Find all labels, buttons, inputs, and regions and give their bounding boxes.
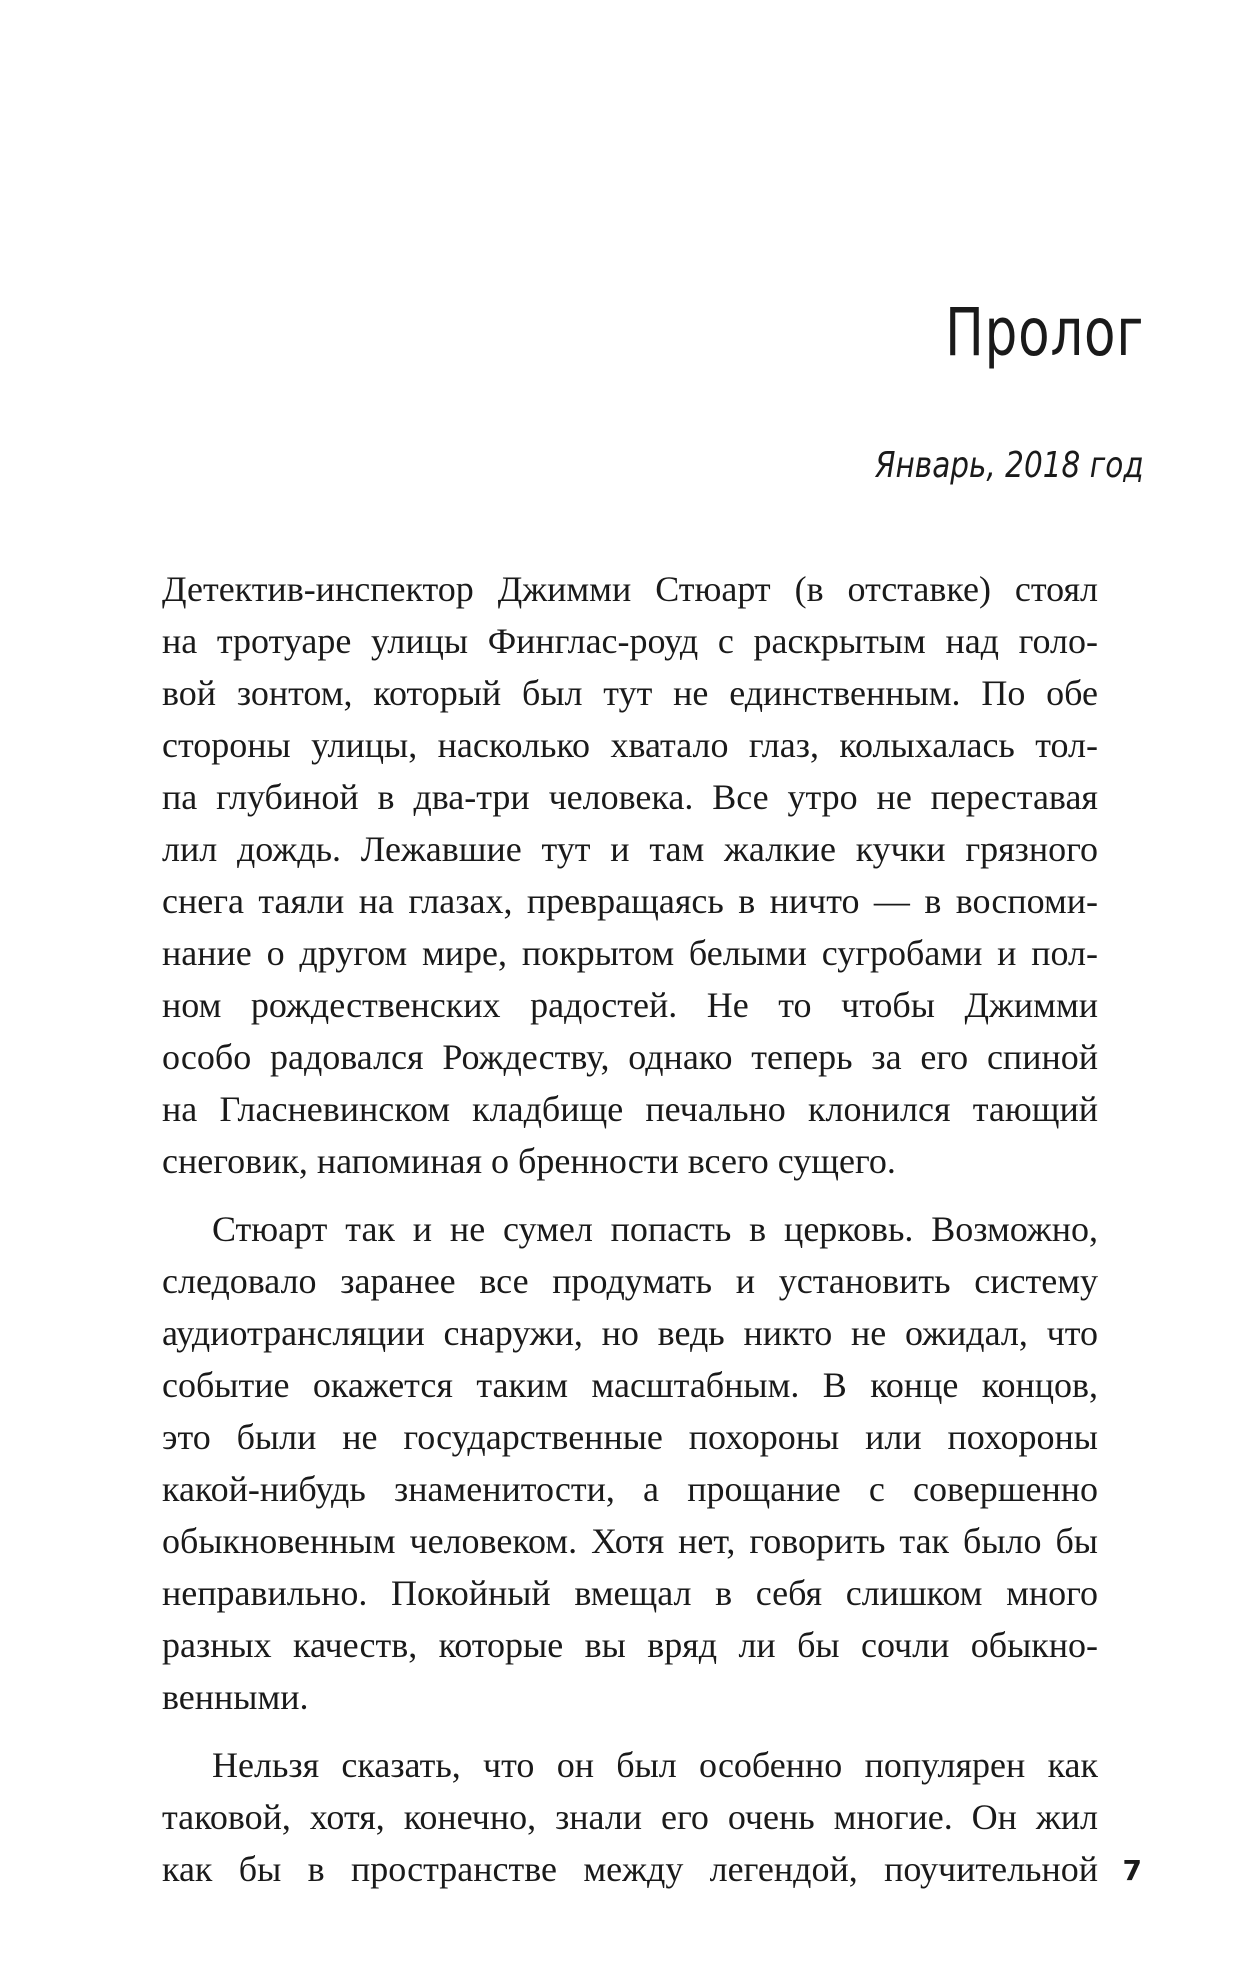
text-line: Нельзя сказать, что он был особенно популярен как bbox=[212, 1745, 1098, 1785]
text-line: стороны улицы, насколько хватало глаз, колыхалась тол- bbox=[162, 725, 1098, 765]
text-line: следовало заранее все продумать и установить систему bbox=[162, 1261, 1098, 1301]
text-line: снега таяли на глазах, превращаясь в ничто — в воспоми- bbox=[162, 881, 1098, 921]
text-line: обыкновенным человеком. Хотя нет, говорить так было бы bbox=[162, 1521, 1098, 1561]
text-line: снеговик, напоминая о бренности всего сущего. bbox=[162, 1141, 896, 1181]
text-line: разных качеств, которые вы вряд ли бы сочли обыкно- bbox=[162, 1625, 1098, 1665]
text-line: таковой, хотя, конечно, знали его очень многие. Он жил bbox=[162, 1797, 1098, 1837]
text-line: Детектив-инспектор Джимми Стюарт (в отставке) стоял bbox=[162, 569, 1098, 609]
text-line: Стюарт так и не сумел попасть в церковь. Возможно, bbox=[212, 1209, 1098, 1249]
chapter-title: Пролог bbox=[944, 294, 1144, 371]
text-line: аудиотрансляции снаружи, но ведь никто не ожидал, что bbox=[162, 1313, 1098, 1353]
text-line: на тротуаре улицы Финглас-роуд с раскрытым над голо- bbox=[162, 621, 1098, 661]
text-line: это были не государственные похороны или похороны bbox=[162, 1417, 1098, 1457]
paragraph bbox=[162, 1739, 1098, 1895]
page-number: 7 bbox=[1122, 1854, 1142, 1887]
text-line: ном рождественских радостей. Не то чтобы Джимми bbox=[162, 985, 1098, 1025]
text-line: на Гласневинском кладбище печально клонился тающий bbox=[162, 1089, 1098, 1129]
paragraph bbox=[162, 563, 1098, 1187]
chapter-date: Январь, 2018 год bbox=[875, 445, 1144, 486]
text-line: неправильно. Покойный вмещал в себя слишком много bbox=[162, 1573, 1098, 1613]
text-line: венными. bbox=[162, 1677, 309, 1717]
paragraph bbox=[162, 1203, 1098, 1723]
text-line: какой-нибудь знаменитости, а прощание с совершенно bbox=[162, 1469, 1098, 1509]
text-line: вой зонтом, который был тут не единственным. По обе bbox=[162, 673, 1098, 713]
text-line: событие окажется таким масштабным. В конце концов, bbox=[162, 1365, 1098, 1405]
body-text bbox=[162, 563, 1098, 1895]
text-line: нание о другом мире, покрытом белыми сугробами и пол- bbox=[162, 933, 1098, 973]
text-line: па глубиной в два-три человека. Все утро не переставая bbox=[162, 777, 1098, 817]
text-line: лил дождь. Лежавшие тут и там жалкие кучки грязного bbox=[162, 829, 1098, 869]
text-line: особо радовался Рождеству, однако теперь за его спиной bbox=[162, 1037, 1098, 1077]
text-line: как бы в пространстве между легендой, поучительной bbox=[162, 1849, 1098, 1889]
